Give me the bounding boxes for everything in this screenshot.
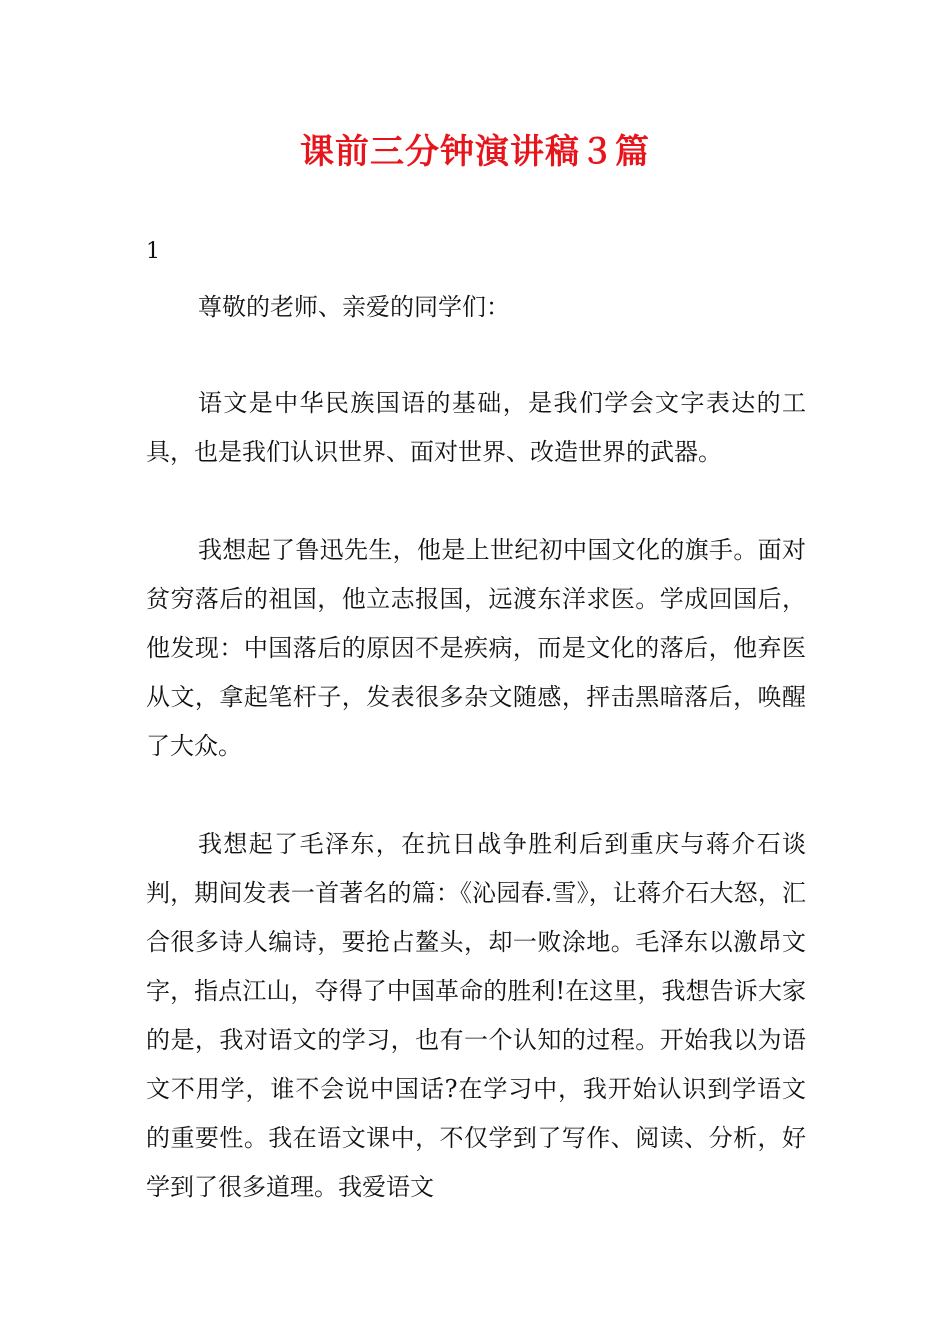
paragraph-mao-zedong: 我想起了毛泽东，在抗日战争胜利后到重庆与蒋介石谈判，期间发表一首著名的篇：《沁园春.雪》，让蒋介石大怒，汇合很多诗人编诗，要抢占鳌头，却一败涂地。毛泽东以激昂文字，指点江山，夺得了中国革命的胜利!在这里，我想告诉大家的是，我对语文的学习，也有一个认知的过程。开始我以为语文不用学，谁不会说中国话?在学习中，我开始认识到学语文的重要性。我在语文课中，不仅学到了写作、阅读、分析，好学到了很多道理。我爱语文 (146, 830, 806, 1201)
document-title: 课前三分钟演讲稿３篇 (300, 132, 650, 172)
paragraph-chinese-language: 语文是中华民族国语的基础，是我们学会文字表达的工具，也是我们认识世界、面对世界、改造世界的武器。 (146, 389, 806, 466)
section-number: 1 (146, 239, 160, 264)
paragraph-lu-xun: 我想起了鲁迅先生，他是上世纪初中国文化的旗手。面对贫穷落后的祖国，他立志报国，远渡东洋求医。学成回国后，他发现：中国落后的原因不是疾病，而是文化的落后，他弃医从文，拿起笔杆子，发表很多杂文随感，抨击黑暗落后，唤醒了大众。 (146, 536, 806, 760)
greeting-paragraph: 尊敬的老师、亲爱的同学们： (198, 293, 510, 321)
